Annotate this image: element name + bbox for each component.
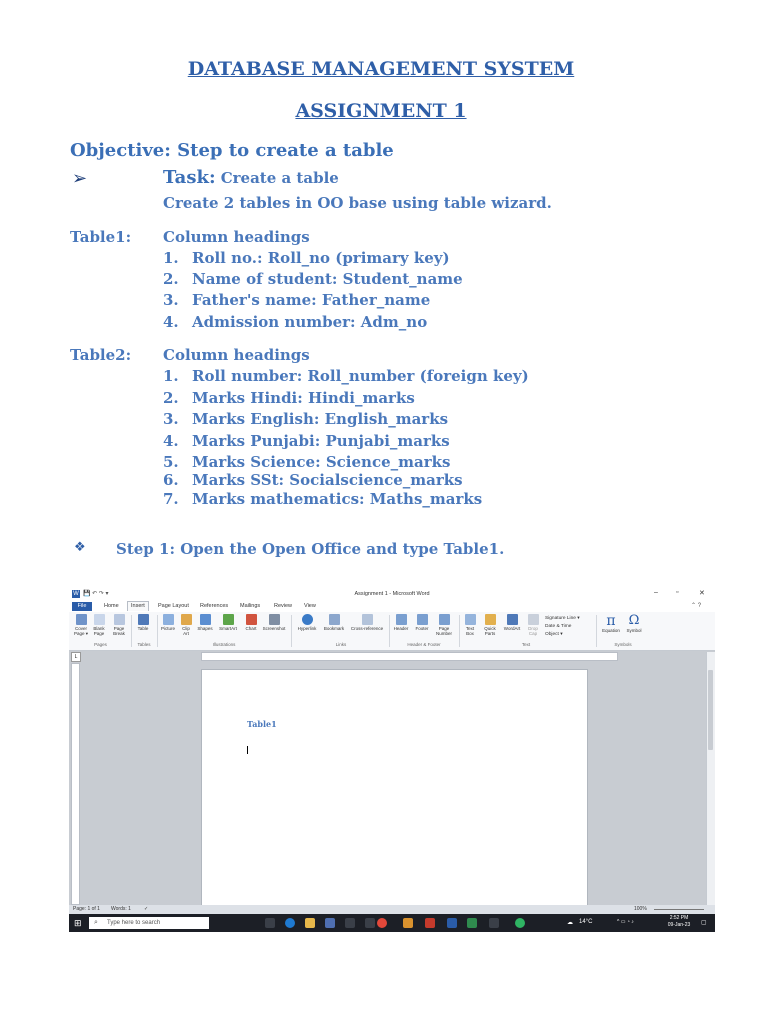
system-tray-icons[interactable]: ^ ▭ ◔ ♪ (617, 919, 634, 925)
task-text: Create a table (220, 169, 339, 187)
pi-icon: π (606, 613, 616, 629)
vertical-ruler[interactable] (71, 663, 80, 905)
group-links: Links (335, 642, 347, 647)
ribbon-separator (459, 615, 460, 647)
clock[interactable]: 2:52 PM 09-Jan-23 (667, 915, 691, 928)
text-box-button[interactable]: Text Box (462, 614, 478, 636)
drop-cap-icon (528, 614, 539, 625)
app-icon[interactable] (365, 918, 375, 928)
mail-icon[interactable] (345, 918, 355, 928)
word-logo-icon: W (73, 591, 79, 597)
equation-button[interactable]: π Equation (600, 614, 622, 633)
bookmark-icon (329, 614, 340, 625)
task-detail: Create 2 tables in OO base using table wizard. (163, 194, 552, 212)
quick-access-icons[interactable]: 💾 ↶ ↷ ▾ (83, 591, 109, 597)
word-window-title: Assignment 1 - Microsoft Word (354, 591, 430, 597)
task-view-icon[interactable] (265, 918, 275, 928)
chrome-icon[interactable] (377, 918, 387, 928)
proofing-icon[interactable]: ✓ (144, 906, 149, 912)
tab-view[interactable]: View (304, 603, 316, 609)
drop-cap-button[interactable]: Drop Cap (525, 614, 541, 636)
tab-insert[interactable]: Insert (127, 601, 149, 611)
shapes-icon (200, 614, 211, 625)
maximize-icon[interactable]: ▫ (676, 589, 679, 596)
arrow-bullet-icon: ➢ (72, 168, 88, 189)
picture-button[interactable]: Picture (160, 614, 176, 631)
table-button[interactable]: Table (135, 614, 151, 631)
windows-taskbar (69, 914, 715, 932)
cover-page-icon (76, 614, 87, 625)
tab-review[interactable]: Review (274, 603, 293, 609)
diamond-bullet-icon: ❖ (74, 540, 86, 555)
footer-icon (417, 614, 428, 625)
page-count[interactable]: Page: 1 of 1 (73, 906, 100, 912)
hyperlink-icon (302, 614, 313, 625)
tab-page-layout[interactable]: Page Layout (158, 603, 189, 609)
store-icon[interactable] (325, 918, 335, 928)
step1-text: Step 1: Open the Open Office and type Table1. (116, 540, 505, 558)
chart-button[interactable]: Chart (243, 614, 259, 631)
text-box-icon (465, 614, 476, 625)
ribbon-separator (291, 615, 292, 647)
page-text: Table1 (247, 719, 277, 729)
shapes-button[interactable]: Shapes (197, 614, 213, 631)
collapse-ribbon-icon[interactable]: ⌃ ? (691, 603, 702, 609)
chart-icon (246, 614, 257, 625)
word-screenshot (69, 587, 715, 932)
page-break-button[interactable]: Page Break (111, 614, 127, 636)
bookmark-button[interactable]: Bookmark (321, 614, 347, 631)
group-pages: Pages (94, 642, 107, 647)
close-icon[interactable]: ✕ (699, 590, 705, 597)
symbol-button[interactable]: Ω Symbol (624, 614, 644, 633)
quick-parts-icon (485, 614, 496, 625)
group-text: Text (521, 642, 531, 647)
object-button[interactable]: Object ▾ (545, 632, 563, 637)
ribbon-separator (157, 615, 158, 647)
group-symbols: Symbols (614, 642, 632, 647)
horizontal-ruler[interactable] (201, 652, 618, 661)
file-explorer-icon[interactable] (305, 918, 315, 928)
footer-button[interactable]: Footer (412, 614, 432, 631)
clip-art-icon (181, 614, 192, 625)
office-icon[interactable] (425, 918, 435, 928)
header-button[interactable]: Header (391, 614, 411, 631)
search-icon: ⌕ (94, 919, 98, 926)
zoom-slider[interactable] (654, 909, 704, 910)
group-header-footer: Header & Footer (407, 642, 441, 647)
excel-taskbar-icon[interactable] (467, 918, 477, 928)
status-bar (69, 905, 715, 914)
tab-references[interactable]: References (200, 603, 229, 609)
text-cursor (247, 746, 248, 754)
word-titlebar (69, 587, 715, 601)
scroll-thumb[interactable] (708, 670, 713, 750)
hyperlink-button[interactable]: Hyperlink (295, 614, 319, 631)
word-taskbar-icon[interactable] (447, 918, 457, 928)
cover-page-button[interactable]: Cover Page ▾ (72, 614, 90, 636)
objective-heading: Objective: Step to create a table (70, 140, 394, 161)
smartart-button[interactable]: SmartArt (217, 614, 239, 631)
date-time-button[interactable]: Date & Time (545, 624, 572, 629)
tab-file[interactable]: File (72, 602, 92, 611)
app-icon[interactable] (489, 918, 499, 928)
signature-line-button[interactable]: Signature Line ▾ (545, 616, 580, 621)
task-line (163, 167, 339, 188)
group-illustrations: Illustrations (212, 642, 236, 647)
blank-page-button[interactable]: Blank Page (92, 614, 106, 636)
document-title: DATABASE MANAGEMENT SYSTEM (187, 58, 575, 80)
temperature[interactable]: 14°C (579, 919, 593, 925)
table1-heading: Column headings (163, 228, 310, 246)
cross-reference-icon (362, 614, 373, 625)
edge-icon[interactable] (285, 918, 295, 928)
header-icon (396, 614, 407, 625)
screenshot-button[interactable]: Screenshot (261, 614, 287, 631)
notification-icon[interactable]: ▢ (701, 920, 707, 926)
ribbon (69, 612, 715, 651)
task-label: Task: (163, 167, 216, 188)
table2-label: Table2: (70, 346, 132, 364)
ribbon-separator (596, 615, 597, 647)
table-icon (138, 614, 149, 625)
cross-reference-button[interactable]: Cross-reference (348, 614, 386, 631)
smartart-icon (223, 614, 234, 625)
weather-icon: ☁ (567, 920, 573, 926)
taskbar-search[interactable]: ⌕ Type here to search (89, 917, 209, 929)
table1-label: Table1: (70, 228, 132, 246)
word-count[interactable]: Words: 1 (111, 906, 131, 912)
wordart-icon (507, 614, 518, 625)
whatsapp-icon[interactable] (515, 918, 525, 928)
text-group-links (545, 615, 580, 639)
table2-heading: Column headings (163, 346, 310, 364)
app-icon[interactable] (403, 918, 413, 928)
page-break-icon (114, 614, 125, 625)
minimize-icon[interactable]: – (654, 589, 658, 596)
page-number-button[interactable]: Page Number (433, 614, 455, 636)
group-tables: Tables (137, 642, 151, 647)
ruler-toggle-icon[interactable]: L (71, 652, 81, 662)
tab-home[interactable]: Home (104, 603, 119, 609)
vertical-scrollbar[interactable] (706, 652, 715, 907)
page-number-icon (439, 614, 450, 625)
document-page[interactable] (201, 669, 588, 911)
ribbon-tabs (69, 601, 715, 612)
zoom-level[interactable]: 100% (634, 906, 647, 912)
quick-parts-button[interactable]: Quick Parts (481, 614, 499, 636)
tab-mailings[interactable]: Mailings (240, 603, 261, 609)
screenshot-icon (269, 614, 280, 625)
windows-start-icon[interactable]: ⊞ (74, 918, 82, 928)
picture-icon (163, 614, 174, 625)
omega-icon: Ω (628, 613, 640, 628)
blank-page-icon (94, 614, 105, 625)
wordart-button[interactable]: WordArt (501, 614, 523, 631)
clip-art-button[interactable]: Clip Art (179, 614, 193, 636)
assignment-title: ASSIGNMENT 1 (295, 100, 467, 122)
